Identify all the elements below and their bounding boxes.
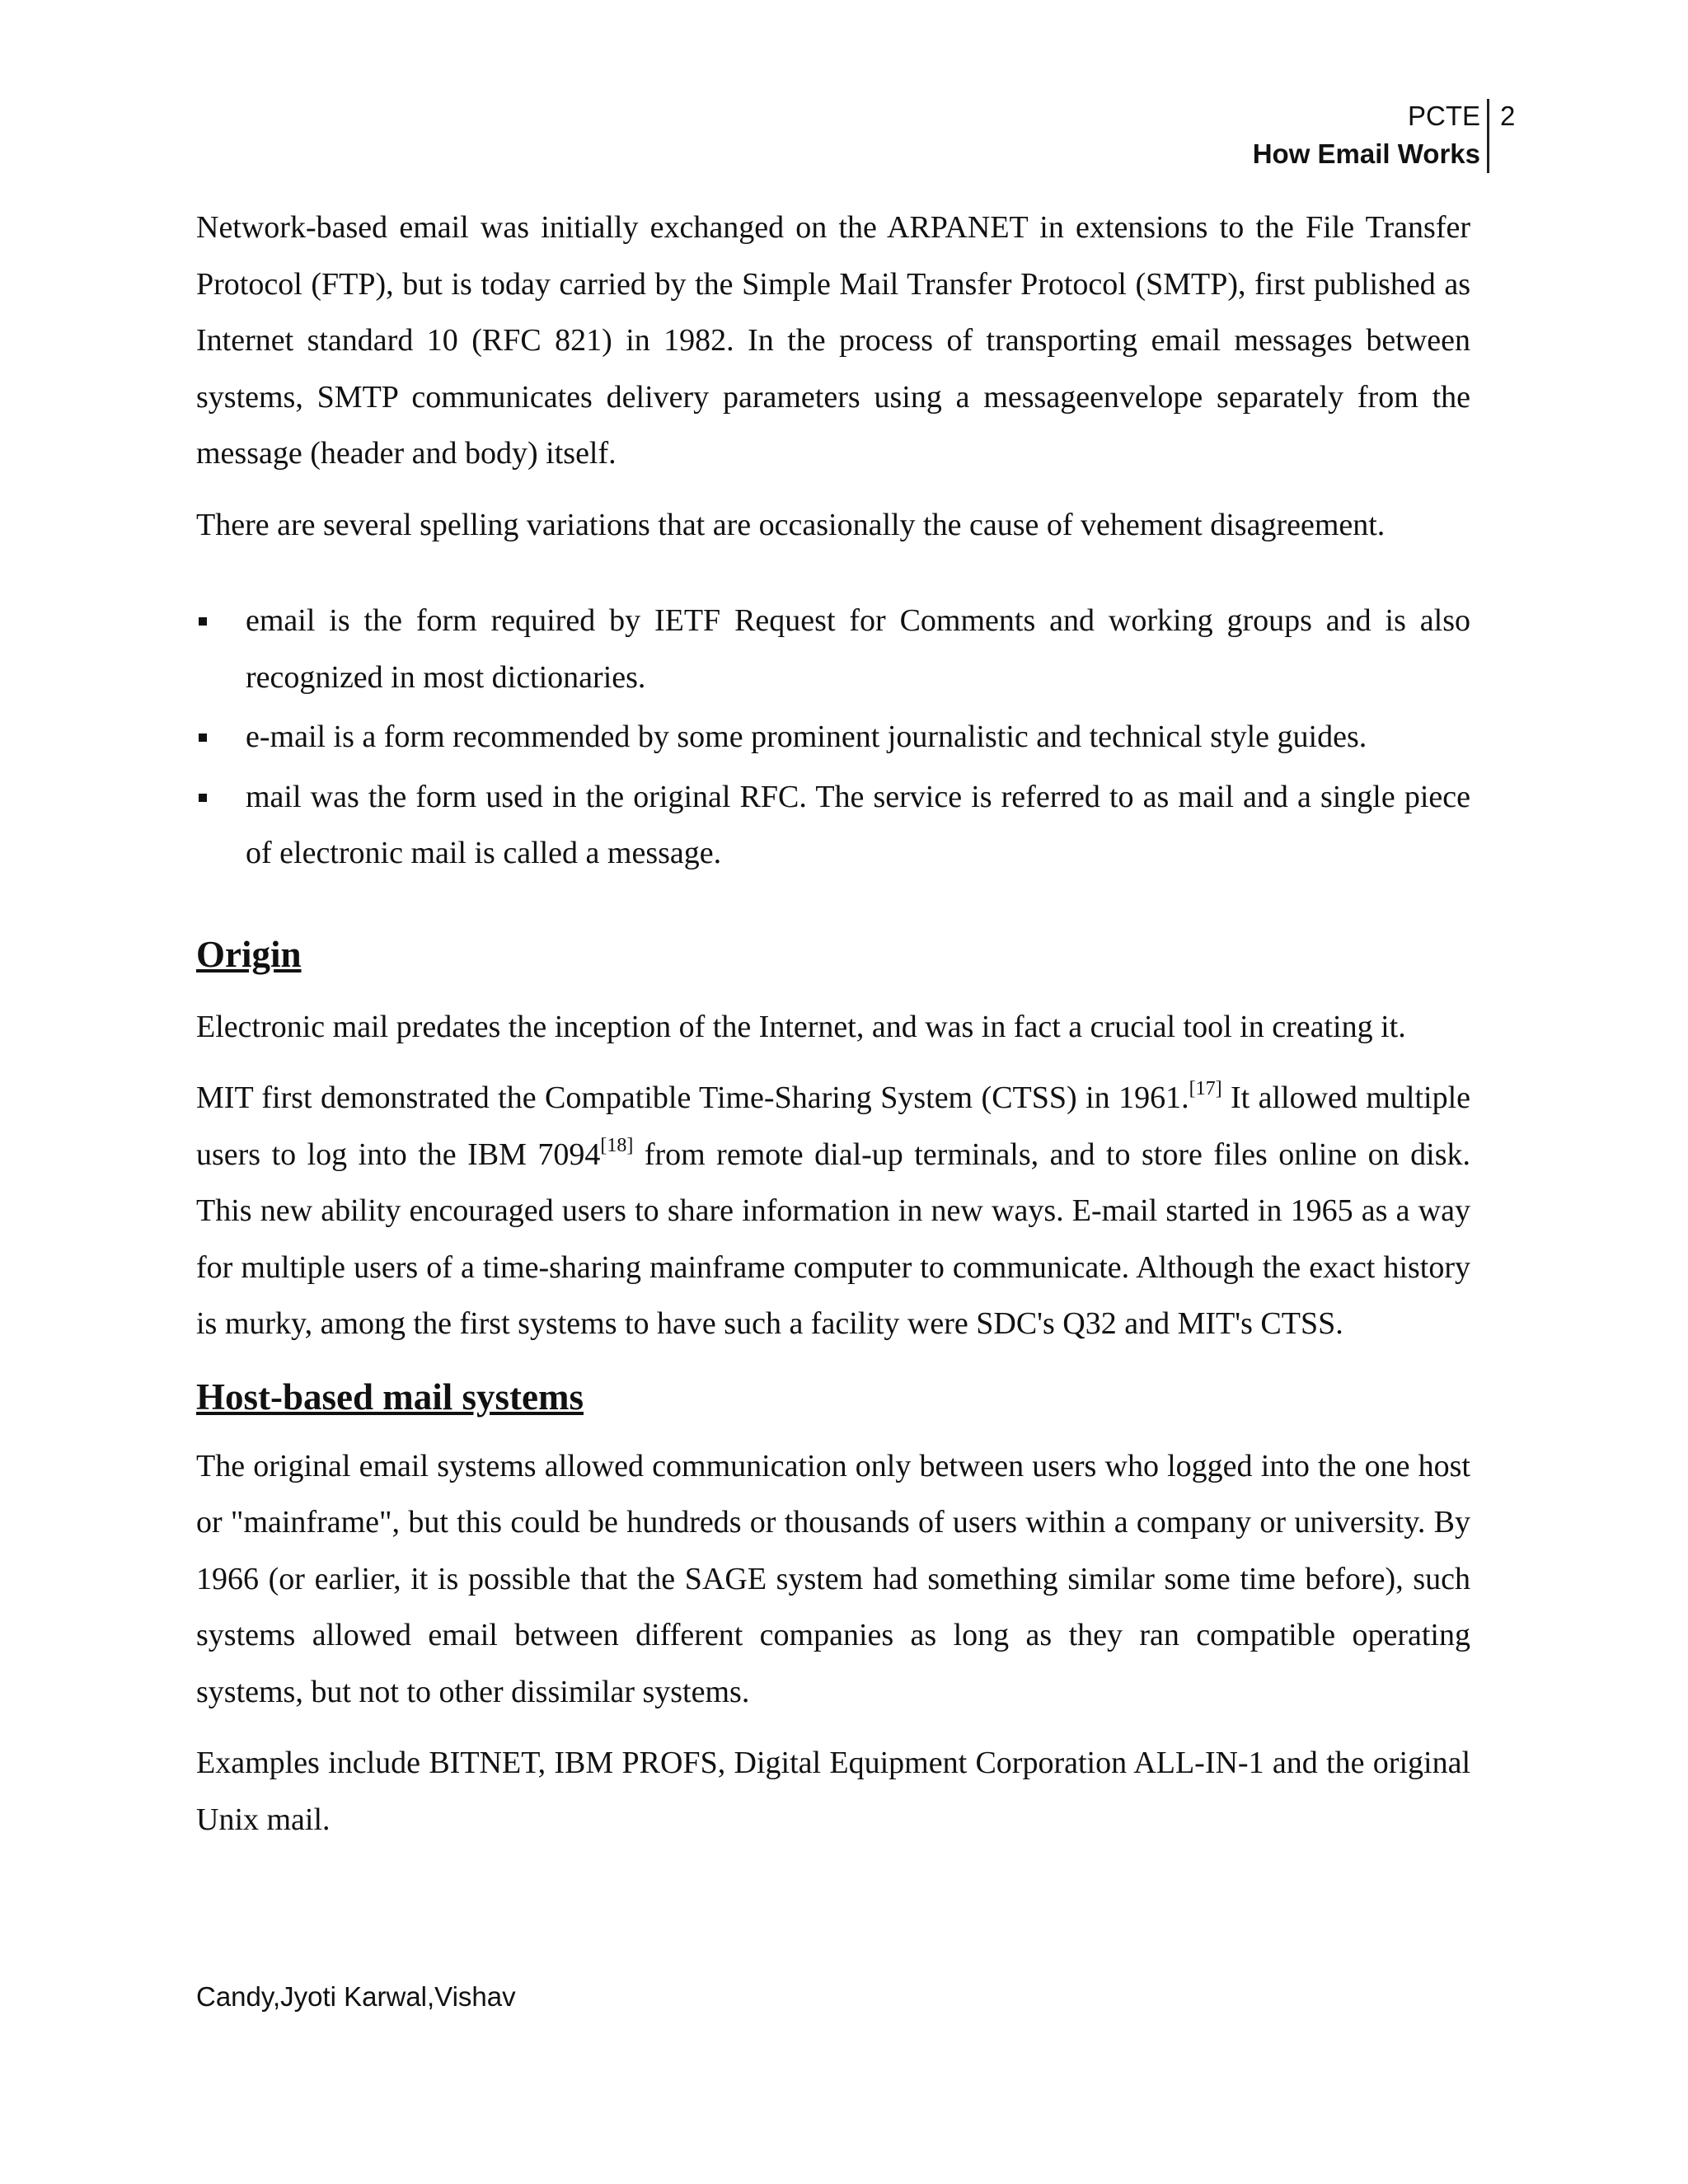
header-title: How Email Works	[1252, 138, 1480, 169]
header-divider	[1487, 99, 1489, 173]
section-heading-origin: Origin	[196, 933, 302, 975]
citation-18: [18]	[600, 1134, 634, 1156]
header-org: PCTE	[1407, 101, 1480, 131]
intro-paragraph-1: Network-based email was initially exchanged on the ARPANET in extensions to the File Transfer Protocol (FTP), but is today carried by the Simple Mail Transfer Protocol (SMTP), first published as Internet standard 10 (RFC 821) in 1982. In the process of transporting email messages between systems, SMTP communicates delivery parameters using a messageenvelope separately from the message (header and body) itself.	[196, 210, 1470, 471]
origin-paragraph-2	[196, 1070, 1470, 1352]
section-heading-host-based: Host-based mail systems	[196, 1376, 584, 1418]
list-item-text: mail was the form used in the original RFC. The service is referred to as mail and a single piece of electronic mail is called a message.	[246, 779, 1470, 870]
origin-text-a: MIT first demonstrated the Compatible Time-Sharing System (CTSS) in 1961.	[196, 1080, 1189, 1115]
list-item-text: e-mail is a form recommended by some prominent journalistic and technical style guides.	[246, 719, 1367, 754]
host-based-paragraph-1: The original email systems allowed communication only between users who logged into the one host or "mainframe", but this could be hundreds or thousands of users within a company or university. By 1966 (or earlier, it is possible that the SAGE system had something similar some time before), such systems allowed email between different companies as long as they ran compatible operating systems, but not to other dissimilar systems.	[196, 1448, 1470, 1709]
page-footer-authors: Candy,Jyoti Karwal,Vishav	[196, 1981, 516, 2012]
citation-17: [17]	[1189, 1078, 1222, 1099]
list-item	[196, 593, 1470, 705]
origin-text-b: It allowed multiple users to log into the IBM 7094	[196, 1080, 1470, 1172]
origin-paragraph-1: Electronic mail predates the inception of the Internet, and was in fact a crucial tool in creating it.	[196, 1009, 1406, 1044]
host-based-paragraph-2: Examples include BITNET, IBM PROFS, Digital Equipment Corporation ALL-IN-1 and the original Unix mail.	[196, 1746, 1470, 1837]
page-number: 2	[1500, 101, 1516, 131]
spelling-variations-list	[196, 593, 1470, 882]
list-item-text: email is the form required by IETF Request for Comments and working groups and is also recognized in most dictionaries.	[246, 603, 1470, 695]
list-item	[196, 769, 1470, 882]
intro-paragraph-2: There are several spelling variations that are occasionally the cause of vehement disagreement.	[196, 507, 1386, 542]
page-body	[196, 199, 1470, 1863]
origin-text-c: from remote dial-up terminals, and to store files online on disk. This new ability encouraged users to share information in new ways. E-mail started in 1965 as a way for multiple users of a time-sharing mainframe computer to communicate. Although the exact history is murky, among the first systems to have such a facility were SDC's Q32 and MIT's CTSS.	[196, 1137, 1470, 1341]
page-header	[1154, 97, 1480, 173]
list-item	[196, 709, 1470, 766]
